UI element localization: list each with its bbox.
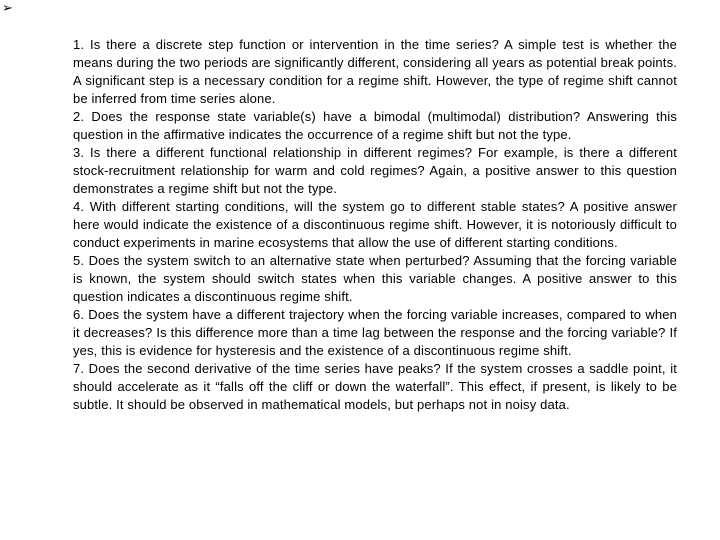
question-3: 3. Is there a different functional relationship in different regimes? For example, is there a different stock-recruitment relationship for warm and cold regimes? Again, a positive answer to this question demonstrates a regime shift but not the type. — [73, 145, 677, 196]
question-2: 2. Does the response state variable(s) have a bimodal (multimodal) distribution? Answering this question in the affirmative indicates the occurrence of a regime shift but not the type. — [73, 109, 677, 142]
arrow-bullet-icon: ➢ — [2, 1, 13, 16]
question-4: 4. With different starting conditions, will the system go to different stable states? A positive answer here would indicate the existence of a discontinuous regime shift. However, it is notoriously difficult to conduct experiments in marine ecosystems that allow the use of different starting conditions. — [73, 199, 677, 250]
question-list — [73, 36, 677, 414]
question-6: 6. Does the system have a different trajectory when the forcing variable increases, compared to when it decreases? Is this difference more than a time lag between the response and the forcing variable? If yes, this is evidence for hysteresis and the existence of a discontinuous regime shift. — [73, 307, 677, 358]
question-1: 1. Is there a discrete step function or intervention in the time series? A simple test is whether the means during the two periods are significantly different, considering all years as potential break points. A significant step is a necessary condition for a regime shift. However, the type of regime shift cannot be inferred from time series alone. — [73, 37, 677, 106]
question-5: 5. Does the system switch to an alternative state when perturbed? Assuming that the forcing variable is known, the system should switch states when this variable changes. A positive answer to this question indicates a discontinuous regime shift. — [73, 253, 677, 304]
question-7: 7. Does the second derivative of the time series have peaks? If the system crosses a saddle point, it should accelerate as it “falls off the cliff or down the waterfall”. This effect, if present, is likely to be subtle. It should be observed in mathematical models, but perhaps not in noisy data. — [73, 361, 677, 412]
